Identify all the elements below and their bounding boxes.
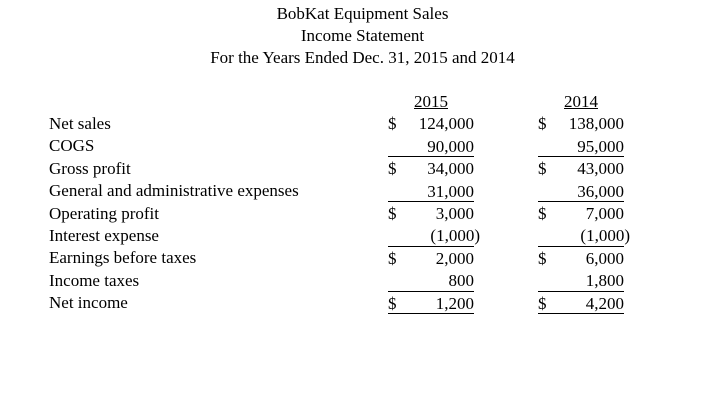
cell-2014-net-income: $ 4,200 [538,293,624,315]
label-net-sales: Net sales [49,114,111,133]
cell-2014-gross-profit: $ 43,000 [538,159,624,179]
cell-2015-ebt: $ 2,000 [388,248,474,268]
statement-title: Income Statement [300,26,425,45]
cell-2014-ebt: $ 6,000 [538,248,624,268]
cell-2014-cogs: 95,000 [538,136,624,158]
label-income-taxes: Income taxes [49,270,140,290]
cell-2015-ga-expenses: 31,000 [388,181,474,203]
cell-2014-ga-expenses: 36,000 [538,181,624,203]
cell-2015-income-taxes: 800 [388,270,474,292]
cell-2015-interest-expense: (1,000) [388,225,474,247]
row-labels [49,113,299,315]
cell-2014-interest-expense: (1,000) [538,225,624,247]
label-cogs: COGS [49,136,95,156]
cell-2014-income-taxes: 1,800 [538,270,624,292]
label-ga-expenses: General and administrative expenses [49,181,299,201]
year-header-2015: 2015 [414,92,448,111]
statement-period: For the Years Ended Dec. 31, 2015 and 2014 [210,48,515,67]
year-header-2014: 2014 [564,92,598,111]
label-operating-profit: Operating profit [49,203,159,223]
label-interest-expense: Interest expense [49,226,159,246]
cell-2015-net-sales: $ 124,000 [388,114,474,134]
column-2014 [538,91,630,315]
label-gross-profit: Gross profit [49,158,131,178]
cell-2014-operating-profit: $ 7,000 [538,203,624,223]
label-net-income: Net income [49,293,128,313]
cell-2015-gross-profit: $ 34,000 [388,159,474,179]
cell-2014-net-sales: $ 138,000 [538,114,624,134]
cell-2015-net-income: $ 1,200 [388,293,474,315]
cell-2015-cogs: 90,000 [388,136,474,158]
column-2015 [388,91,480,315]
company-name: BobKat Equipment Sales [276,4,449,23]
cell-2015-operating-profit: $ 3,000 [388,203,474,223]
statement-header [0,3,725,69]
label-ebt: Earnings before taxes [49,248,197,268]
